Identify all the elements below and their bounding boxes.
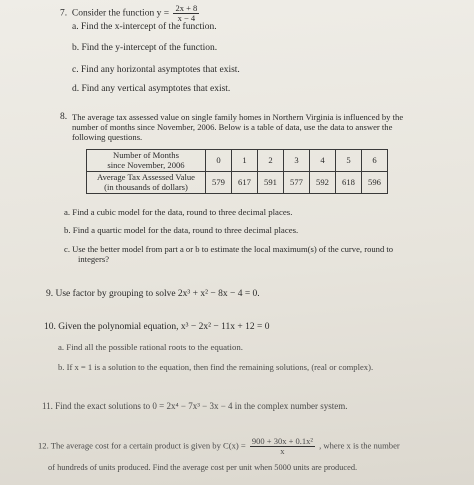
table-cell: 0: [206, 150, 232, 172]
table-cell: 591: [258, 172, 284, 194]
q8-part-c-line1: c. Use the better model from part a or b to estimate the local maximum(s) of the curve, round to: [64, 244, 394, 254]
q8-part-c-line2: integers?: [78, 254, 110, 264]
table-cell: 592: [310, 172, 336, 194]
q10-part-b: b. If x = 1 is a solution to the equation, then find the remaining solutions, (real or complex).: [58, 362, 374, 372]
table-header-value: [87, 172, 206, 194]
q12-suffix: , where x is the number: [319, 440, 400, 451]
q12-line2: of hundreds of units produced. Find the average cost per unit when 5000 units are produced.: [48, 463, 358, 472]
q11-text: 11. Find the exact solutions to 0 = 2x⁴ − 7x³ − 3x − 4 in the complex number system.: [42, 401, 348, 411]
q12-denominator: x: [280, 446, 285, 456]
q9-text: 9. Use factor by grouping to solve 2x³ + x² − 8x − 4 = 0.: [46, 289, 260, 299]
q7-prefix: Consider the function: [71, 8, 155, 19]
table-row: [87, 172, 388, 194]
q8-part-b: b. Find a quartic model for the data, round to three decimal places.: [64, 225, 299, 235]
q7-fraction: [173, 4, 199, 23]
table-cell: 579: [206, 172, 232, 194]
q7-part-d: d. Find any vertical asymptotes that exist.: [72, 84, 231, 94]
header-line: since November, 2006: [107, 159, 185, 170]
q12-line1: [38, 437, 400, 456]
q7-numerator: 2x + 8: [175, 3, 198, 13]
q12-numerator: 900 + 30x + 0.1x²: [251, 436, 313, 446]
table-header-months: [87, 150, 206, 172]
q8-number: 8.: [60, 112, 68, 122]
table-cell: 617: [232, 172, 258, 194]
table-cell: 5: [336, 150, 362, 172]
q12-fraction: [250, 437, 315, 456]
q7-prompt: [60, 4, 201, 23]
header-line: (in thousands of dollars): [104, 181, 188, 192]
table-cell: 618: [336, 172, 362, 194]
q7-number: 7.: [60, 8, 68, 19]
q12-prefix: 12. The average cost for a certain product is given by C(x) =: [38, 440, 246, 451]
q7-lhs: y =: [156, 8, 170, 19]
q7-part-b: b. Find the y-intercept of the function.: [72, 43, 218, 53]
header-line: Number of Months: [113, 150, 179, 160]
q8-line3: following questions.: [72, 132, 143, 142]
header-line: Average Tax Assessed Value: [97, 172, 195, 182]
table-cell: 3: [284, 150, 310, 172]
q7-part-c: c. Find any horizontal asymptotes that exist.: [72, 65, 240, 75]
q10-part-a: a. Find all the possible rational roots to the equation.: [58, 342, 243, 352]
table-row: [87, 150, 388, 172]
q8-line2: number of months since November, 2006. Below is a table of data, use the data to answer the: [72, 122, 393, 132]
q8-line1: The average tax assessed value on single family homes in Northern Virginia is influenced by the: [72, 112, 404, 122]
table-cell: 1: [232, 150, 258, 172]
table-cell: 4: [310, 150, 336, 172]
q7-part-a: a. Find the x-intercept of the function.: [72, 22, 217, 32]
q8-data-table: [86, 149, 388, 194]
table-cell: 577: [284, 172, 310, 194]
table-cell: 2: [258, 150, 284, 172]
q10-text: 10. Given the polynomial equation, x³ − 2x² − 11x + 12 = 0: [44, 322, 270, 332]
q8-part-a: a. Find a cubic model for the data, round to three decimal places.: [64, 207, 293, 217]
table-cell: 596: [362, 172, 388, 194]
q7-denominator: x − 4: [177, 13, 196, 23]
table-cell: 6: [362, 150, 388, 172]
